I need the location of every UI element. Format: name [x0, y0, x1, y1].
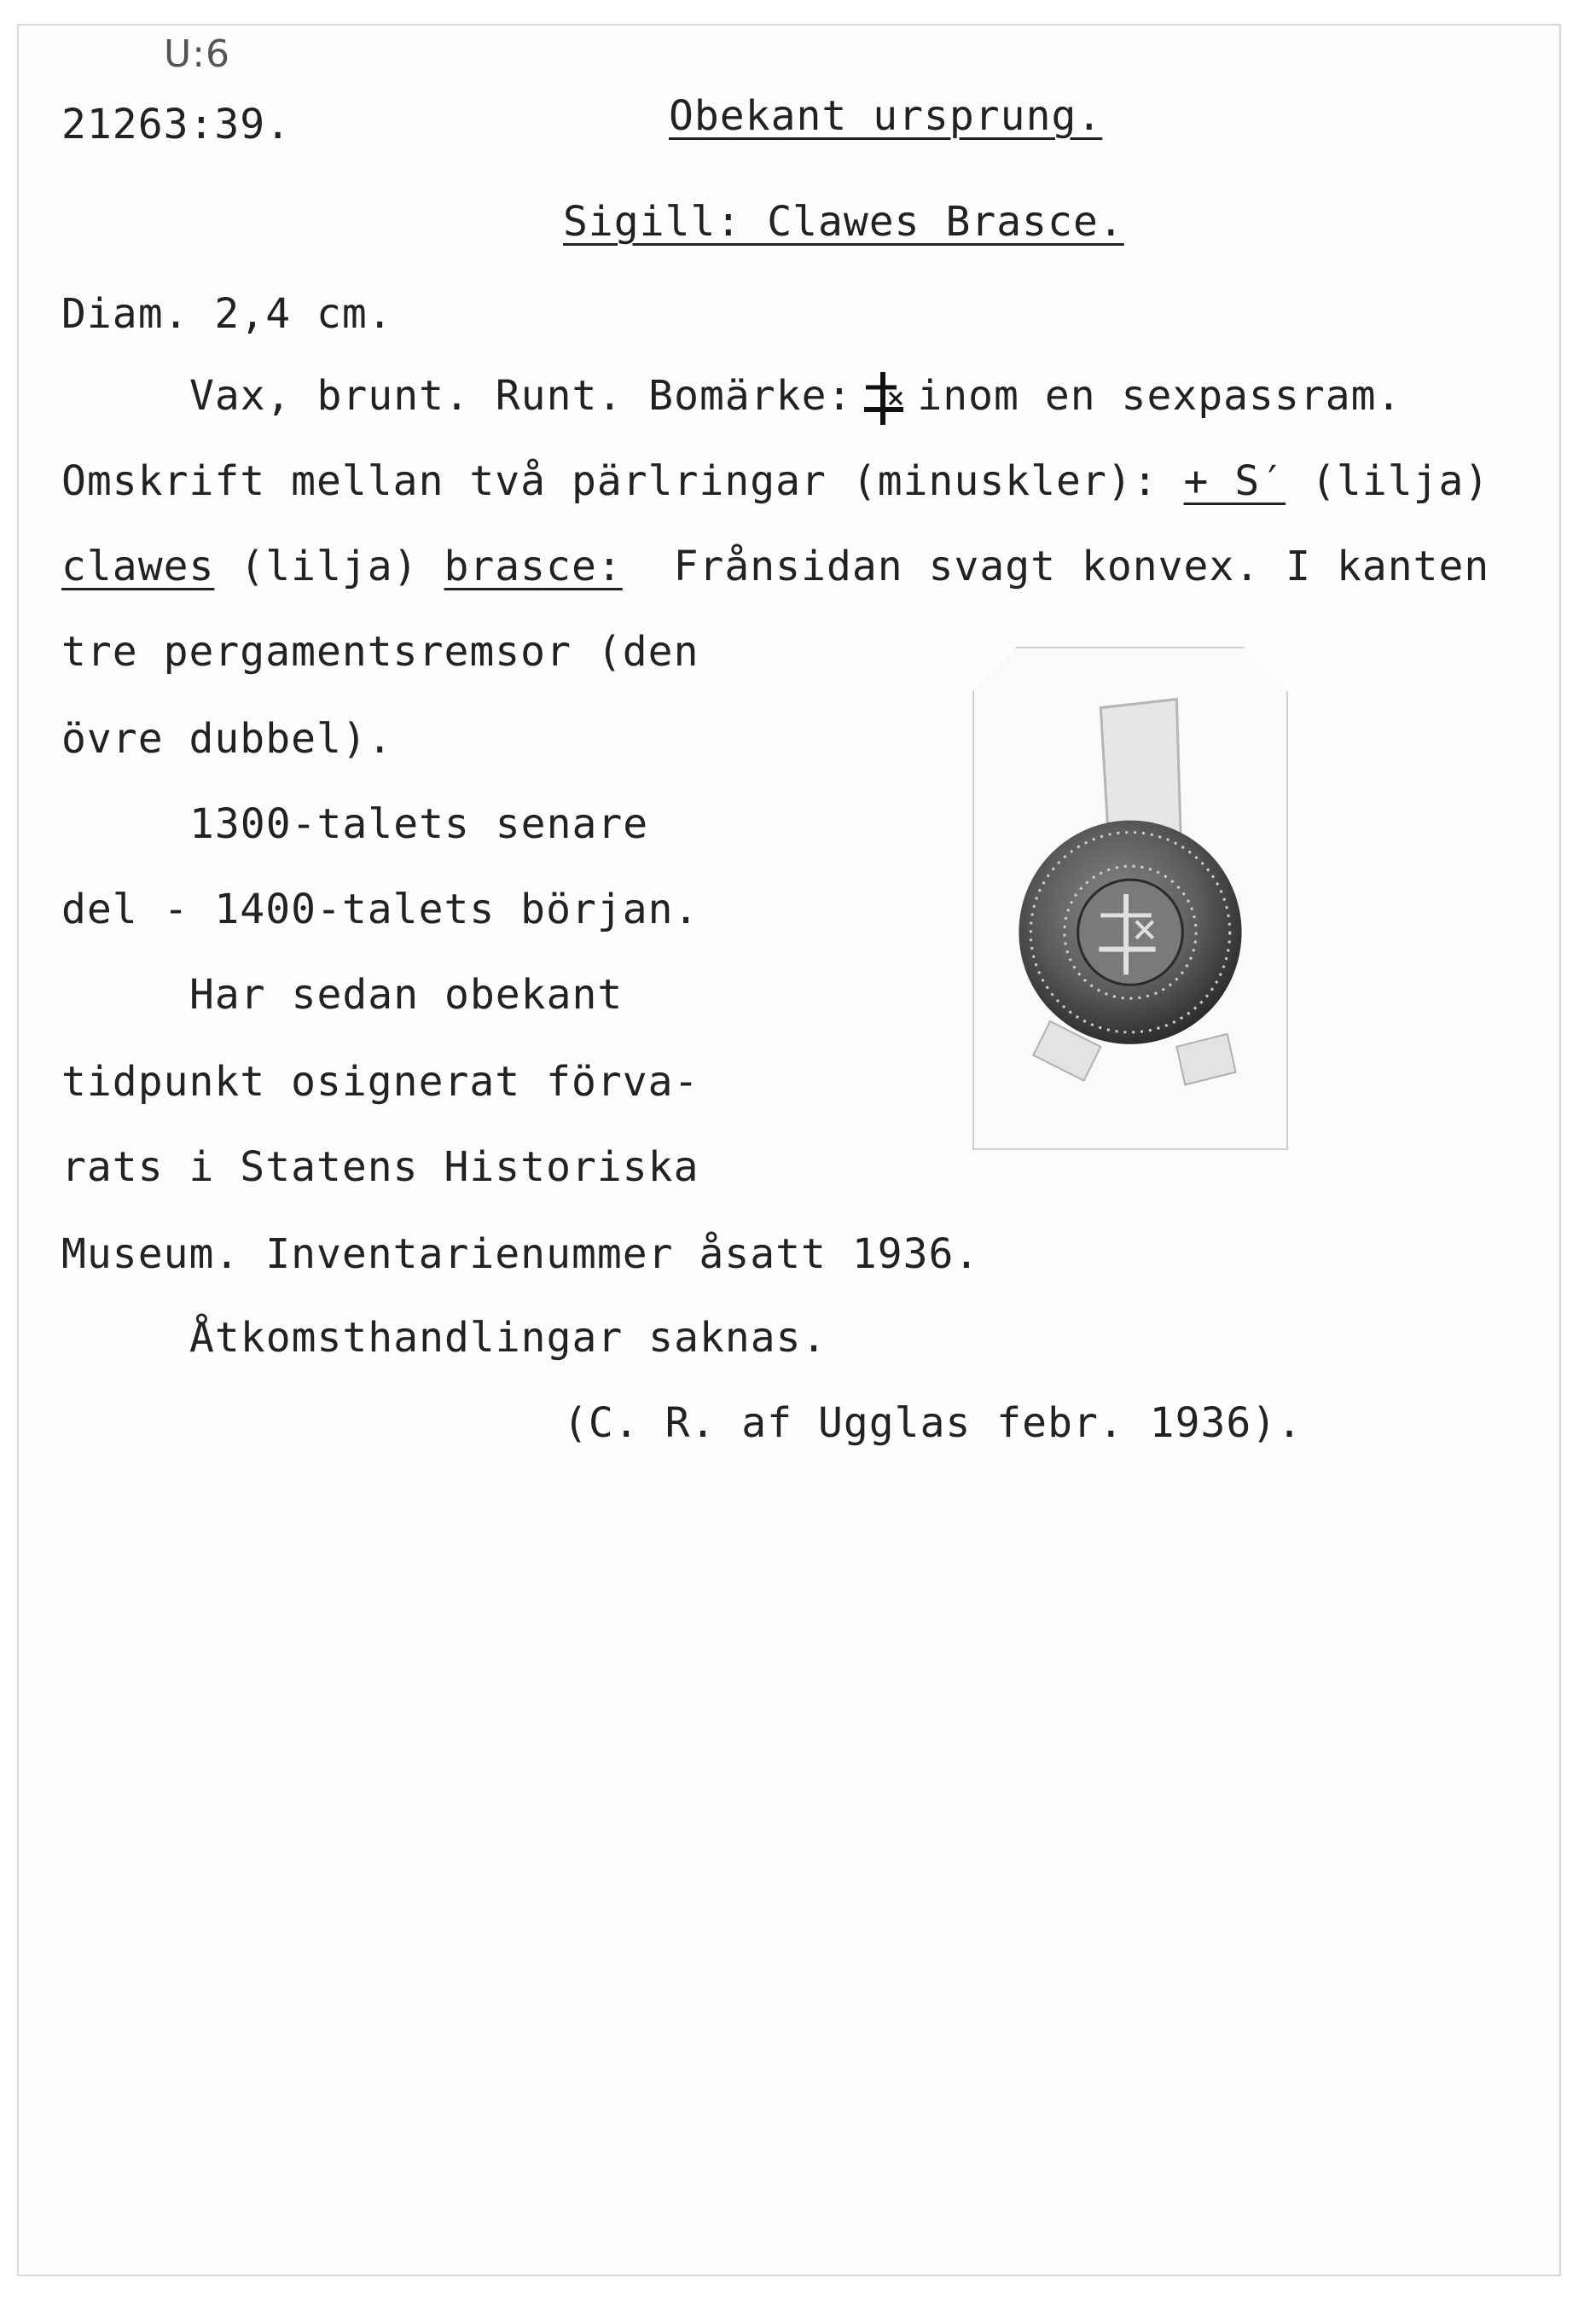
wax-seal-photo [972, 647, 1288, 1150]
description-line-2a: Omskrift mellan två pärlringar (minuskler): [61, 457, 1184, 505]
signature: (C. R. af Ugglas febr. 1936). [563, 1399, 1303, 1447]
inscription-brasce: brasce: [444, 543, 623, 590]
seal-title: Sigill: Clawes Brasce. [563, 198, 1124, 246]
description-line-3b: Frånsidan svagt konvex. I kanten [622, 543, 1490, 590]
description-line-1a: Vax, brunt. Runt. Bomärke: [189, 372, 853, 420]
provenance-line-1: Har sedan obekant [189, 971, 624, 1019]
inscription-start: + S′ [1183, 457, 1286, 505]
handwritten-mark: U:6 [164, 32, 231, 76]
inscription-clawes: clawes [61, 543, 215, 590]
provenance-line-3: rats i Statens Historiska [61, 1143, 699, 1191]
description-line-5: övre dubbel). [61, 715, 393, 763]
house-mark-icon [859, 369, 910, 428]
description-line-2 [61, 457, 1489, 505]
dating-line-2: del - 1400-talets början. [61, 886, 699, 933]
description-line-1b: inom en sexpassram. [917, 372, 1402, 420]
provenance-line-2: tidpunkt osignerat förva- [61, 1058, 699, 1106]
description-line-3 [61, 543, 1489, 590]
origin-heading: Obekant ursprung. [669, 92, 1103, 140]
description-line-1 [189, 369, 1402, 428]
diameter: Diam. 2,4 cm. [61, 290, 393, 338]
description-line-4: tre pergamentsremsor (den [61, 628, 699, 676]
provenance-line-4: Museum. Inventarienummer åsatt 1936. [61, 1230, 980, 1278]
inventory-number: 21263:39. [61, 101, 292, 148]
dating-line-1: 1300-talets senare [189, 800, 649, 848]
description-line-3a: (lilja) [214, 543, 444, 590]
acquisition-note: Åtkomsthandlingar saknas. [189, 1314, 827, 1362]
description-line-2b: (lilja) [1286, 457, 1490, 505]
